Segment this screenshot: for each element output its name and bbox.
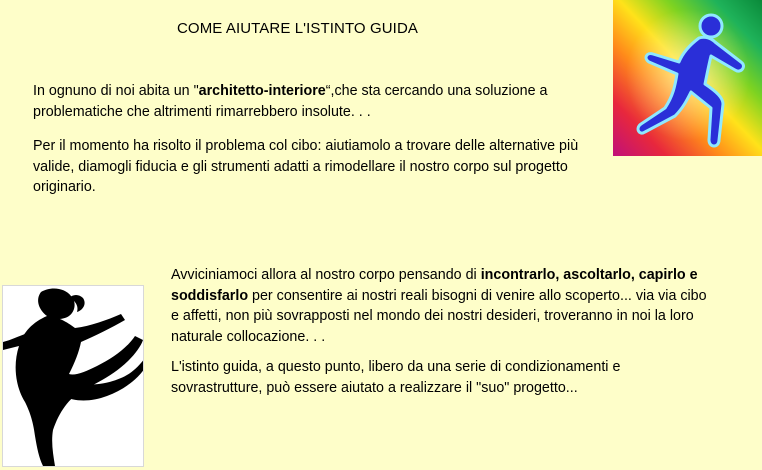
paragraph-avviciniamoci-before: Avviciniamoci allora al nostro corpo pensando di — [171, 267, 481, 283]
paragraph-avviciniamoci-after: per consentire ai nostri reali bisogni di venire allo scoperto... via via cibo e affetti, non più sovrapposti nel mondo dei nostri desideri, troveranno in noi la loro naturale collocazione. . . — [171, 287, 707, 345]
dancer-silhouette-icon — [2, 285, 144, 467]
paragraph-architetto-after: “,che sta cercando una soluzione a problematiche che altrimenti rimarrebbero insolute. . . — [33, 83, 548, 120]
paragraph-architetto-bold: architetto-interiore — [198, 83, 326, 99]
paragraph-avviciniamoci-bold: incontrarlo, ascoltarlo, capirlo e soddisfarlo — [171, 267, 698, 304]
paragraph-avviciniamoci — [171, 265, 711, 347]
paragraph-istinto: L'istinto guida, a questo punto, libero da una serie di condizionamenti e sovrastrutture, può essere aiutato a realizzare il "suo" progetto... — [171, 359, 621, 396]
rainbow-runner-icon — [613, 0, 762, 156]
paragraph-architetto-before: In ognuno di noi abita un " — [33, 83, 199, 99]
paragraph-cibo: Per il momento ha risolto il problema col cibo: aiutiamolo a trovare delle alternative più valide, diamogli fiducia e gli strumenti adatti a rimodellare il nostro corpo sul progetto originario. — [33, 138, 579, 195]
slide-title: COME AIUTARE L'ISTINTO GUIDA — [177, 20, 418, 37]
paragraph-architetto — [33, 81, 613, 122]
